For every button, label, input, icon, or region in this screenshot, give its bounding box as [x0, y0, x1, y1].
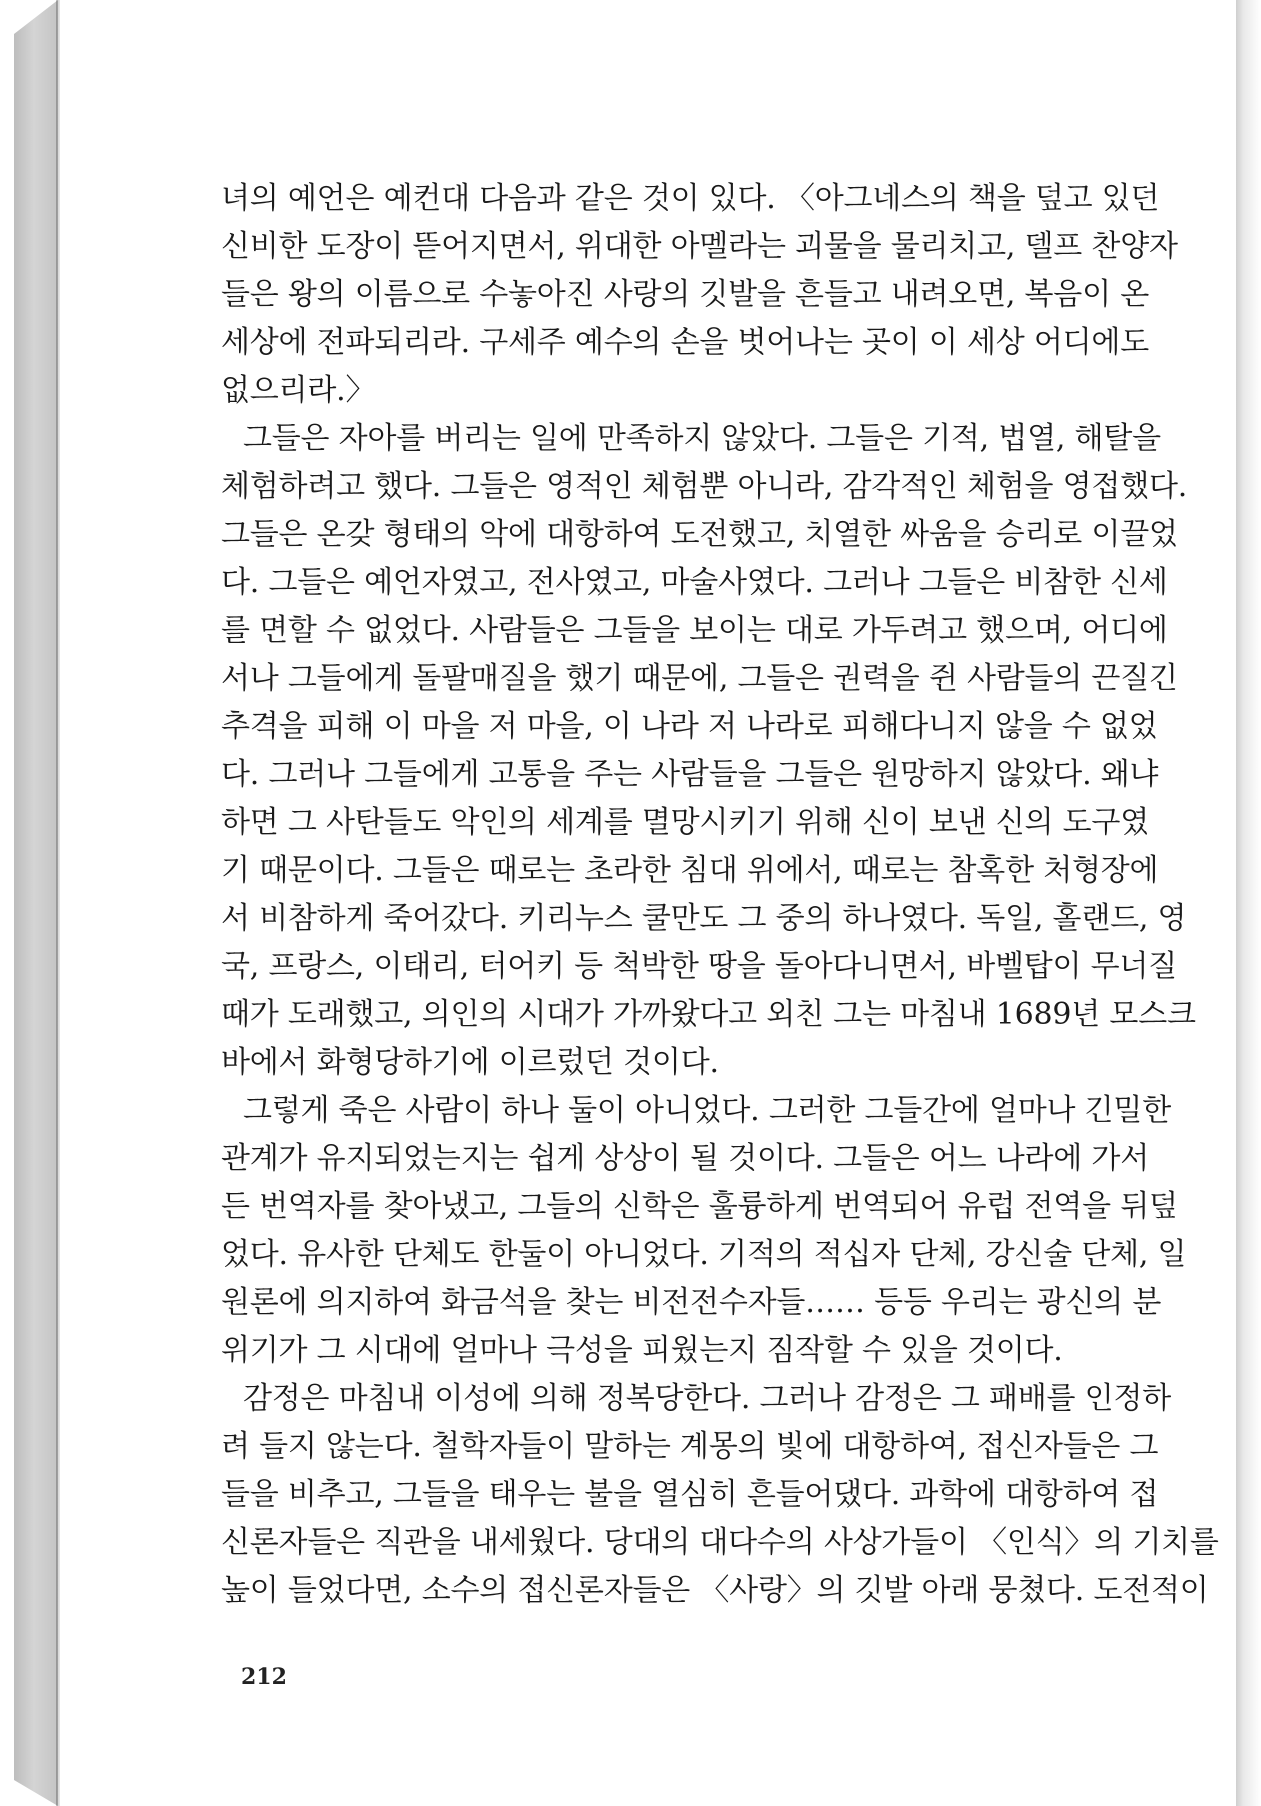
page-right-edge [1236, 0, 1261, 1806]
text-line: 었다. 유사한 단체도 한둘이 아니었다. 기적의 적십자 단체, 강신술 단체, 일 [221, 1237, 1187, 1272]
text-line: 원론에 의지하여 화금석을 찾는 비전전수자들…… 등등 우리는 광신의 분 [221, 1285, 1162, 1320]
text-line: 기 때문이다. 그들은 때로는 초라한 침대 위에서, 때로는 참혹한 처형장에 [221, 853, 1159, 888]
text-line: 서 비참하게 죽어갔다. 키리누스 쿨만도 그 중의 하나였다. 독일, 홀랜드, 영 [221, 901, 1187, 936]
text-line: 신론자들은 직관을 내세웠다. 당대의 대다수의 사상가들이 〈인식〉의 기치를 [221, 1525, 1219, 1560]
book-spine-edge [14, 0, 58, 1806]
body-text [221, 175, 1219, 1615]
text-line: 신비한 도장이 뜯어지면서, 위대한 아멜라는 괴물을 물리치고, 델프 찬양자 [221, 229, 1178, 264]
text-line: 서나 그들에게 돌팔매질을 했기 때문에, 그들은 권력을 쥔 사람들의 끈질긴 [221, 661, 1178, 696]
text-line: 위기가 그 시대에 얼마나 극성을 피웠는지 짐작할 수 있을 것이다. [221, 1333, 1063, 1368]
text-line: 없으리라.〉 [221, 373, 376, 408]
text-line: 바에서 화형당하기에 이르렀던 것이다. [221, 1045, 719, 1080]
text-line: 하면 그 사탄들도 악인의 세계를 멸망시키기 위해 신이 보낸 신의 도구였 [221, 805, 1149, 840]
text-line: 다. 그러나 그들에게 고통을 주는 사람들을 그들은 원망하지 않았다. 왜냐 [221, 757, 1159, 792]
text-line: 관계가 유지되었는지는 쉽게 상상이 될 것이다. 그들은 어느 나라에 가서 [221, 1141, 1149, 1176]
text-line: 를 면할 수 없었다. 사람들은 그들을 보이는 대로 가두려고 했으며, 어디에 [221, 613, 1168, 648]
paragraph-start-line: 감정은 마침내 이성에 의해 정복당한다. 그러나 감정은 그 패배를 인정하 [243, 1381, 1171, 1416]
text-line: 녀의 예언은 예컨대 다음과 같은 것이 있다. 〈아그네스의 책을 덮고 있던 [221, 181, 1160, 216]
text-line: 국, 프랑스, 이태리, 터어키 등 척박한 땅을 돌아다니면서, 바벨탑이 무너질 [221, 949, 1177, 984]
text-line: 들을 비추고, 그들을 태우는 불을 열심히 흔들어댔다. 과학에 대항하여 접 [221, 1477, 1159, 1512]
text-line: 체험하려고 했다. 그들은 영적인 체험뿐 아니라, 감각적인 체험을 영접했다. [221, 469, 1188, 504]
paragraph-start-line: 그들은 자아를 버리는 일에 만족하지 않았다. 그들은 기적, 법열, 해탈을 [243, 421, 1161, 456]
text-line: 때가 도래했고, 의인의 시대가 가까왔다고 외친 그는 마침내 1689년 모스크 [221, 997, 1196, 1032]
text-line: 들은 왕의 이름으로 수놓아진 사랑의 깃발을 흔들고 내려오면, 복음이 온 [221, 277, 1149, 312]
page-number: 212 [241, 1664, 287, 1690]
text-line: 높이 들었다면, 소수의 접신론자들은 〈사랑〉의 깃발 아래 뭉쳤다. 도전적이 [221, 1573, 1209, 1608]
text-line: 려 들지 않는다. 철학자들이 말하는 계몽의 빛에 대항하여, 접신자들은 그 [221, 1429, 1159, 1464]
text-line: 다. 그들은 예언자였고, 전사였고, 마술사였다. 그러나 그들은 비참한 신세 [221, 565, 1168, 600]
text-line: 세상에 전파되리라. 구세주 예수의 손을 벗어나는 곳이 이 세상 어디에도 [221, 325, 1149, 360]
text-line: 든 번역자를 찾아냈고, 그들의 신학은 훌륭하게 번역되어 유럽 전역을 뒤덮 [221, 1189, 1178, 1224]
text-line: 그들은 온갖 형태의 악에 대항하여 도전했고, 치열한 싸움을 승리로 이끌었 [221, 517, 1178, 552]
text-line: 추격을 피해 이 마을 저 마을, 이 나라 저 나라로 피해다니지 않을 수 없었 [221, 709, 1158, 744]
paragraph-start-line: 그렇게 죽은 사람이 하나 둘이 아니었다. 그러한 그들간에 얼마나 긴밀한 [243, 1093, 1171, 1128]
